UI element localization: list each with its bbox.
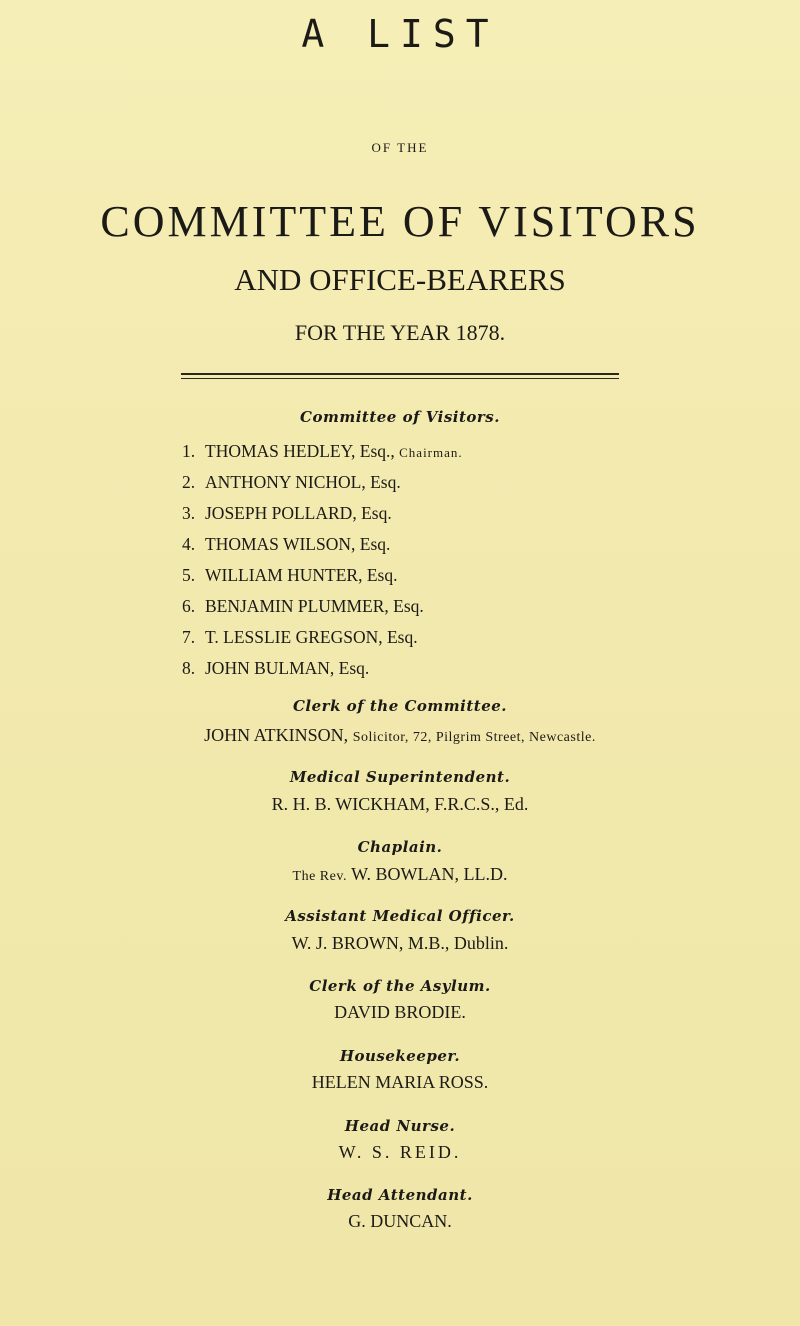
list-item: 1. THOMAS HEDLEY, Esq., Chairman.	[182, 441, 463, 461]
section-heading-housekeeper: Housekeeper.	[339, 1047, 461, 1065]
page-title: A LIST	[301, 12, 499, 56]
chaplain-prefix: The Rev.	[292, 869, 347, 884]
list-item: 6. BENJAMIN PLUMMER, Esq.	[182, 596, 424, 616]
medical-superintendent-name: R. H. B. WICKHAM, F.R.C.S., Ed.	[271, 794, 529, 814]
heading-office-bearers: AND OFFICE-BEARERS	[234, 262, 566, 297]
section-heading-assistant-medical: Assistant Medical Officer.	[285, 907, 515, 925]
double-rule-top	[181, 373, 619, 375]
clerk-committee-entry	[0, 725, 800, 746]
clerk-asylum-name: DAVID BRODIE.	[334, 1002, 466, 1022]
section-heading-clerk-asylum: Clerk of the Asylum.	[309, 977, 491, 995]
assistant-medical-name: W. J. BROWN, M.B., Dublin.	[291, 933, 509, 953]
list-item: 3. JOSEPH POLLARD, Esq.	[182, 503, 392, 523]
list-item: 2. ANTHONY NICHOL, Esq.	[182, 472, 401, 492]
list-item: 7. T. LESSLIE GREGSON, Esq.	[182, 627, 418, 647]
chaplain-entry	[0, 864, 800, 885]
section-heading-head-attendant: Head Attendant.	[327, 1186, 473, 1204]
head-nurse-name: W. S. REID.	[338, 1142, 462, 1162]
section-heading-committee: Committee of Visitors.	[300, 408, 500, 426]
heading-year: FOR THE YEAR 1878.	[294, 320, 506, 345]
clerk-committee-detail: Solicitor, 72, Pilgrim Street, Newcastle.	[352, 730, 596, 745]
section-heading-clerk-committee: Clerk of the Committee.	[292, 697, 508, 715]
list-item: 5. WILLIAM HUNTER, Esq.	[182, 565, 398, 585]
double-rule-bottom	[181, 378, 619, 379]
housekeeper-name: HELEN MARIA ROSS.	[311, 1072, 489, 1092]
chaplain-name: W. BOWLAN, LL.D.	[351, 864, 508, 884]
head-attendant-name: G. DUNCAN.	[348, 1211, 452, 1231]
committee-member-list	[182, 436, 463, 684]
section-heading-head-nurse: Head Nurse.	[344, 1117, 456, 1135]
heading-committee-of-visitors: COMMITTEE OF VISITORS	[100, 197, 700, 246]
clerk-committee-name: JOHN ATKINSON,	[204, 725, 349, 745]
list-item: 8. JOHN BULMAN, Esq.	[182, 658, 370, 678]
section-heading-medical-superintendent: Medical Superintendent.	[289, 768, 511, 786]
section-heading-chaplain: Chaplain.	[357, 838, 443, 856]
list-item: 4. THOMAS WILSON, Esq.	[182, 534, 391, 554]
of-the-line: OF THE	[371, 140, 429, 155]
